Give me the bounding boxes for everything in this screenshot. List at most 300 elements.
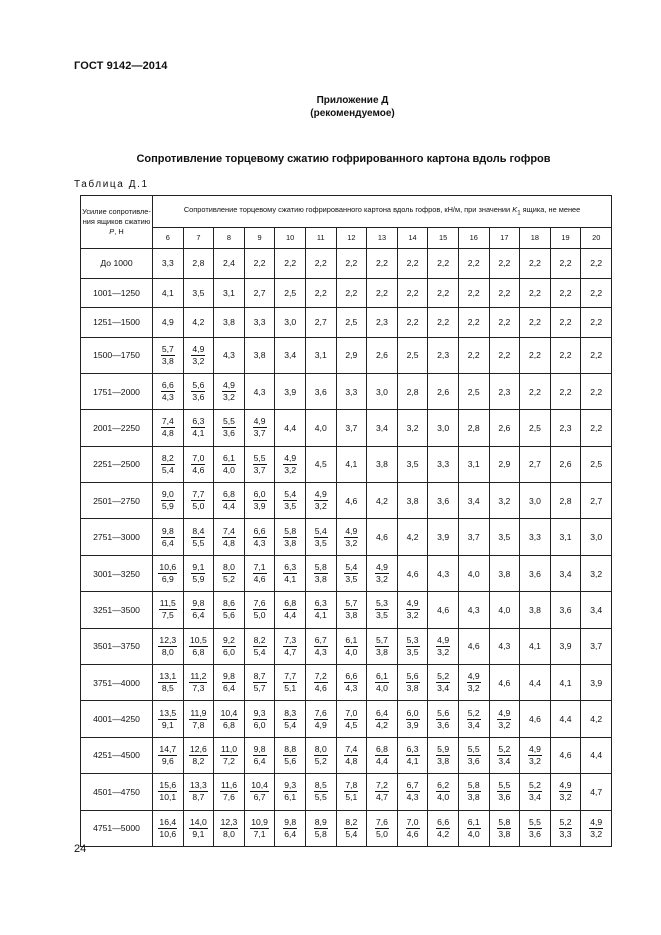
- fraction-denominator: 3,6: [467, 755, 480, 766]
- fraction-numerator: 9,1: [192, 562, 205, 573]
- fraction-numerator: 10,5: [190, 634, 207, 645]
- table-cell: [367, 701, 398, 737]
- table-cell: 2,6: [550, 446, 581, 482]
- fraction-value: [161, 489, 175, 512]
- table-cell: [153, 519, 184, 555]
- fraction-denominator: 3,8: [314, 574, 327, 585]
- table-cell: 3,4: [550, 555, 581, 591]
- fraction-numerator: 10,4: [220, 707, 238, 718]
- fraction-value: [222, 562, 236, 585]
- table-cell: [183, 701, 214, 737]
- fraction-denominator: 3,2: [498, 719, 511, 730]
- fraction-numerator: 7,0: [345, 707, 358, 718]
- table-cell: 4,6: [336, 483, 367, 519]
- table-cell: 2,2: [458, 278, 489, 308]
- fraction-numerator: 8,8: [284, 743, 297, 754]
- table-cell: [183, 628, 214, 664]
- fraction-value: [467, 744, 481, 767]
- fraction-denominator: 6,1: [284, 792, 297, 803]
- table-body: [81, 249, 612, 847]
- table-cell: [336, 701, 367, 737]
- table-cell: [244, 555, 275, 591]
- fraction-denominator: 5,9: [192, 574, 205, 585]
- fraction-numerator: 7,6: [314, 707, 327, 718]
- fraction-value: [161, 453, 175, 476]
- fraction-numerator: 7,0: [406, 816, 419, 827]
- table-cell: 4,2: [397, 519, 428, 555]
- fraction-denominator: 4,0: [467, 828, 480, 839]
- table-cell: [183, 665, 214, 701]
- fraction-numerator: 11,6: [220, 780, 238, 791]
- table-cell: 3,9: [275, 373, 306, 409]
- table-cell: 4,6: [458, 628, 489, 664]
- table-cell: 2,2: [305, 249, 336, 279]
- table-cell: 3,4: [367, 410, 398, 446]
- fraction-numerator: 7,2: [375, 780, 388, 791]
- table-cell: [336, 810, 367, 846]
- fraction-value: [220, 744, 238, 767]
- fraction-numerator: 6,8: [284, 598, 297, 609]
- table-cell: 3,1: [214, 278, 245, 308]
- table-cell: [336, 555, 367, 591]
- fraction-denominator: 4,7: [375, 792, 388, 803]
- table-cell: [458, 665, 489, 701]
- table-cell: [244, 446, 275, 482]
- fraction-denominator: 3,2: [314, 501, 327, 512]
- table-cell: 2,2: [428, 308, 459, 338]
- table-row: [81, 337, 612, 373]
- fraction-numerator: 8,2: [161, 452, 174, 463]
- table-cell: [153, 337, 184, 373]
- table-cell: [244, 774, 275, 810]
- fraction-value: [250, 780, 269, 803]
- table-cell: 2,2: [520, 373, 551, 409]
- table-cell: [367, 810, 398, 846]
- fraction-denominator: 4,8: [345, 755, 358, 766]
- fraction-numerator: 9,8: [284, 816, 297, 827]
- column-header-19: 19: [550, 227, 581, 248]
- fraction-value: [222, 453, 236, 476]
- table-cell: [305, 774, 336, 810]
- table-cell: 3,9: [581, 665, 612, 701]
- fraction-numerator: 5,4: [314, 525, 327, 536]
- table-cell: [183, 519, 214, 555]
- fraction-value: [158, 817, 177, 840]
- table-cell: [520, 737, 551, 773]
- row-label: 2751—3000: [81, 519, 153, 555]
- fraction-numerator: 4,9: [406, 598, 419, 609]
- table-row: [81, 308, 612, 338]
- table-cell: 3,5: [183, 278, 214, 308]
- fraction-value: [375, 635, 389, 658]
- table-cell: [397, 774, 428, 810]
- fraction-denominator: 7,2: [223, 755, 235, 766]
- fraction-denominator: 7,6: [223, 792, 235, 803]
- table-cell: [153, 592, 184, 628]
- standard-code: ГОСТ 9142—2014: [74, 60, 168, 72]
- fraction-numerator: 6,6: [437, 816, 450, 827]
- fraction-denominator: 5,8: [314, 828, 327, 839]
- table-label: Таблица Д.1: [74, 179, 149, 190]
- fraction-denominator: 3,2: [345, 537, 358, 548]
- table-cell: 4,6: [428, 592, 459, 628]
- column-header-13: 13: [367, 227, 398, 248]
- fraction-value: [161, 416, 175, 439]
- table-cell: [336, 665, 367, 701]
- table-cell: 3,9: [550, 628, 581, 664]
- table-row: [81, 519, 612, 555]
- fraction-numerator: 5,6: [406, 671, 419, 682]
- table-cell: 4,1: [336, 446, 367, 482]
- table-cell: 4,5: [305, 446, 336, 482]
- fraction-denominator: 4,6: [253, 574, 266, 585]
- span-header-symbol: K: [512, 204, 518, 214]
- fraction-value: [283, 708, 297, 731]
- fraction-denominator: 4,8: [161, 428, 174, 439]
- fraction-denominator: 3,8: [437, 755, 450, 766]
- fraction-value: [406, 744, 420, 767]
- table-cell: 2,7: [305, 308, 336, 338]
- table-cell: [275, 774, 306, 810]
- table-row: [81, 555, 612, 591]
- column-header-14: 14: [397, 227, 428, 248]
- fraction-denominator: 4,0: [437, 792, 450, 803]
- fraction-value: [467, 671, 481, 694]
- table-cell: [244, 665, 275, 701]
- fraction-denominator: 5,2: [223, 574, 235, 585]
- table-cell: 2,4: [214, 249, 245, 279]
- fraction-denominator: 3,4: [437, 683, 450, 694]
- table-cell: 4,6: [397, 555, 428, 591]
- fraction-numerator: 10,9: [251, 816, 268, 827]
- table-cell: 2,2: [305, 278, 336, 308]
- fraction-denominator: 7,8: [192, 719, 205, 730]
- table-cell: [214, 701, 245, 737]
- table-cell: 2,2: [275, 249, 306, 279]
- table-row: [81, 737, 612, 773]
- table-cell: 2,2: [581, 249, 612, 279]
- fraction-denominator: 6,4: [253, 755, 266, 766]
- table-cell: [214, 555, 245, 591]
- table-cell: 3,7: [458, 519, 489, 555]
- table-cell: 2,7: [244, 278, 275, 308]
- fraction-value: [375, 780, 389, 803]
- fraction-denominator: 3,5: [375, 610, 388, 621]
- row-label: 1001—1250: [81, 278, 153, 308]
- table-cell: [428, 774, 459, 810]
- fraction-value: [314, 635, 328, 658]
- fraction-numerator: 13,5: [159, 707, 177, 718]
- fraction-denominator: 3,8: [161, 355, 174, 366]
- table-cell: [183, 446, 214, 482]
- table-cell: 4,3: [489, 628, 520, 664]
- fraction-value: [375, 708, 389, 731]
- table-cell: 4,6: [520, 701, 551, 737]
- table-cell: 4,1: [520, 628, 551, 664]
- table-cell: 3,8: [489, 555, 520, 591]
- fraction-numerator: 6,1: [345, 634, 358, 645]
- table-cell: 3,0: [581, 519, 612, 555]
- table-cell: 3,2: [397, 410, 428, 446]
- table-cell: 4,1: [550, 665, 581, 701]
- table-cell: 4,3: [244, 373, 275, 409]
- table-cell: 2,5: [458, 373, 489, 409]
- appendix-title: Приложение Д: [316, 95, 389, 106]
- table-cell: 3,8: [520, 592, 551, 628]
- table-row: [81, 628, 612, 664]
- fraction-denominator: 6,4: [192, 610, 205, 621]
- fraction-value: [283, 526, 297, 549]
- fraction-value: [467, 708, 481, 731]
- fraction-value: [406, 817, 420, 840]
- fraction-value: [220, 780, 238, 803]
- fraction-denominator: 5,9: [161, 501, 174, 512]
- fraction-value: [375, 817, 389, 840]
- table-cell: [305, 592, 336, 628]
- row-label: 3001—3250: [81, 555, 153, 591]
- table-cell: [183, 373, 214, 409]
- fraction-numerator: 6,8: [375, 743, 388, 754]
- fraction-denominator: 5,5: [314, 792, 327, 803]
- fraction-numerator: 5,5: [223, 416, 235, 427]
- column-header-10: 10: [275, 227, 306, 248]
- table-cell: 4,9: [153, 308, 184, 338]
- table-cell: [428, 737, 459, 773]
- column-header-12: 12: [336, 227, 367, 248]
- fraction-value: [344, 598, 358, 621]
- fraction-value: [158, 708, 177, 731]
- fraction-numerator: 4,9: [437, 634, 450, 645]
- fraction-value: [253, 744, 267, 767]
- row-label: 2501—2750: [81, 483, 153, 519]
- table-cell: 2,8: [397, 373, 428, 409]
- table-row: [81, 410, 612, 446]
- table-cell: 3,4: [458, 483, 489, 519]
- table-cell: [244, 737, 275, 773]
- table-cell: 2,2: [397, 308, 428, 338]
- fraction-numerator: 4,9: [223, 380, 235, 391]
- fraction-numerator: 8,0: [223, 562, 235, 573]
- fraction-numerator: 10,4: [251, 780, 268, 791]
- fraction-numerator: 11,2: [190, 671, 207, 682]
- fraction-numerator: 8,2: [345, 816, 358, 827]
- fraction-value: [158, 635, 177, 658]
- fraction-value: [344, 817, 358, 840]
- table-row: [81, 249, 612, 279]
- fraction-numerator: 5,3: [406, 634, 419, 645]
- table-cell: [244, 410, 275, 446]
- fraction-numerator: 7,3: [284, 634, 297, 645]
- fraction-value: [497, 708, 511, 731]
- fraction-denominator: 3,6: [528, 828, 541, 839]
- table-cell: [397, 810, 428, 846]
- fraction-denominator: 3,8: [406, 683, 419, 694]
- table-cell: [305, 665, 336, 701]
- fraction-value: [161, 380, 175, 403]
- table-cell: [214, 410, 245, 446]
- fraction-numerator: 4,9: [314, 489, 327, 500]
- fraction-denominator: 3,2: [590, 828, 603, 839]
- table-cell: [275, 628, 306, 664]
- fraction-numerator: 5,7: [375, 634, 388, 645]
- fraction-value: [191, 562, 205, 585]
- fraction-value: [528, 780, 542, 803]
- table-cell: 2,2: [550, 373, 581, 409]
- fraction-value: [283, 453, 297, 476]
- fraction-denominator: 3,8: [284, 537, 297, 548]
- table-cell: 2,2: [581, 337, 612, 373]
- fraction-denominator: 6,9: [161, 574, 174, 585]
- corner-header-text: Усилие сопротивле-ния ящиков сжатию: [82, 207, 151, 226]
- fraction-value: [314, 708, 328, 731]
- fraction-denominator: 4,1: [406, 755, 419, 766]
- table-cell: [336, 592, 367, 628]
- table-cell: 2,2: [520, 337, 551, 373]
- table-cell: 3,4: [275, 337, 306, 373]
- table-cell: 3,1: [550, 519, 581, 555]
- table-cell: 4,0: [489, 592, 520, 628]
- fraction-numerator: 4,9: [528, 743, 541, 754]
- fraction-denominator: 3,6: [223, 428, 235, 439]
- table-cell: 2,2: [581, 373, 612, 409]
- fraction-value: [283, 671, 297, 694]
- table-cell: 4,7: [581, 774, 612, 810]
- data-table: [80, 195, 612, 847]
- table-cell: [367, 555, 398, 591]
- table-cell: [153, 701, 184, 737]
- table-cell: [183, 555, 214, 591]
- fraction-numerator: 4,9: [375, 562, 388, 573]
- table-cell: 2,2: [550, 337, 581, 373]
- fraction-value: [406, 598, 420, 621]
- table-cell: 3,2: [581, 555, 612, 591]
- table-cell: 3,6: [520, 555, 551, 591]
- appendix-heading: [0, 94, 661, 120]
- row-label: 3501—3750: [81, 628, 153, 664]
- fraction-denominator: 3,2: [437, 646, 450, 657]
- fraction-value: [314, 780, 328, 803]
- row-label: 4251—4500: [81, 737, 153, 773]
- table-cell: 2,2: [520, 249, 551, 279]
- fraction-denominator: 3,9: [253, 501, 266, 512]
- table-cell: 3,7: [581, 628, 612, 664]
- table-cell: 2,2: [367, 249, 398, 279]
- table-cell: 2,2: [489, 308, 520, 338]
- table-cell: 4,0: [305, 410, 336, 446]
- table-cell: 2,6: [367, 337, 398, 373]
- table-cell: [275, 665, 306, 701]
- fraction-value: [189, 635, 208, 658]
- table-cell: [305, 628, 336, 664]
- fraction-denominator: 3,2: [406, 610, 419, 621]
- column-header-17: 17: [489, 227, 520, 248]
- fraction-denominator: 4,3: [345, 683, 358, 694]
- table-cell: 2,5: [397, 337, 428, 373]
- fraction-value: [375, 598, 389, 621]
- fraction-denominator: 5,0: [375, 828, 388, 839]
- fraction-value: [189, 671, 207, 694]
- fraction-value: [189, 708, 207, 731]
- fraction-denominator: 4,0: [375, 683, 388, 694]
- table-cell: 2,5: [581, 446, 612, 482]
- fraction-value: [189, 780, 208, 803]
- fraction-denominator: 6,0: [253, 719, 266, 730]
- fraction-value: [375, 744, 389, 767]
- fraction-value: [344, 526, 358, 549]
- fraction-numerator: 4,9: [467, 671, 480, 682]
- table-cell: 2,7: [520, 446, 551, 482]
- table-cell: 3,1: [305, 337, 336, 373]
- table-cell: 2,2: [428, 249, 459, 279]
- table-cell: [305, 555, 336, 591]
- table-cell: 2,2: [428, 278, 459, 308]
- table-cell: 2,2: [244, 249, 275, 279]
- table-cell: 3,5: [489, 519, 520, 555]
- table-cell: [183, 410, 214, 446]
- fraction-denominator: 4,3: [406, 792, 419, 803]
- table-cell: [214, 665, 245, 701]
- fraction-value: [191, 380, 205, 403]
- fraction-value: [467, 780, 481, 803]
- table-cell: [244, 483, 275, 519]
- table-cell: [214, 519, 245, 555]
- fraction-numerator: 5,8: [467, 780, 480, 791]
- fraction-numerator: 7,0: [192, 452, 205, 463]
- fraction-value: [406, 635, 420, 658]
- fraction-numerator: 8,3: [284, 707, 297, 718]
- table-cell: [244, 628, 275, 664]
- fraction-denominator: 5,0: [192, 501, 205, 512]
- fraction-value: [222, 635, 236, 658]
- table-cell: [458, 737, 489, 773]
- fraction-value: [559, 780, 573, 803]
- fraction-denominator: 4,4: [223, 501, 235, 512]
- fraction-numerator: 5,9: [437, 743, 450, 754]
- fraction-denominator: 7,1: [253, 828, 266, 839]
- fraction-value: [314, 598, 328, 621]
- fraction-numerator: 6,2: [437, 780, 450, 791]
- fraction-numerator: 4,9: [498, 707, 511, 718]
- table-cell: 3,8: [244, 337, 275, 373]
- fraction-denominator: 10,1: [159, 792, 177, 803]
- fraction-numerator: 5,2: [498, 743, 511, 754]
- table-cell: 4,3: [214, 337, 245, 373]
- table-cell: 2,2: [397, 249, 428, 279]
- fraction-value: [344, 562, 358, 585]
- table-cell: [153, 373, 184, 409]
- fraction-denominator: 3,8: [345, 610, 358, 621]
- table-cell: 4,0: [458, 555, 489, 591]
- fraction-value: [314, 562, 328, 585]
- table-cell: [153, 737, 184, 773]
- table-cell: 4,6: [489, 665, 520, 701]
- fraction-value: [314, 671, 328, 694]
- fraction-denominator: 6,8: [192, 646, 205, 657]
- fraction-denominator: 6,4: [284, 828, 297, 839]
- table-cell: 3,6: [428, 483, 459, 519]
- fraction-value: [314, 489, 328, 512]
- row-label: 2251—2500: [81, 446, 153, 482]
- fraction-numerator: 7,4: [161, 416, 174, 427]
- table-cell: 3,0: [275, 308, 306, 338]
- fraction-numerator: 5,5: [498, 780, 511, 791]
- fraction-value: [222, 598, 236, 621]
- corner-header-unit: , Н: [114, 227, 124, 236]
- fraction-denominator: 3,7: [253, 464, 266, 475]
- fraction-denominator: 3,5: [314, 537, 327, 548]
- table-cell: [214, 446, 245, 482]
- table-cell: 2,2: [458, 308, 489, 338]
